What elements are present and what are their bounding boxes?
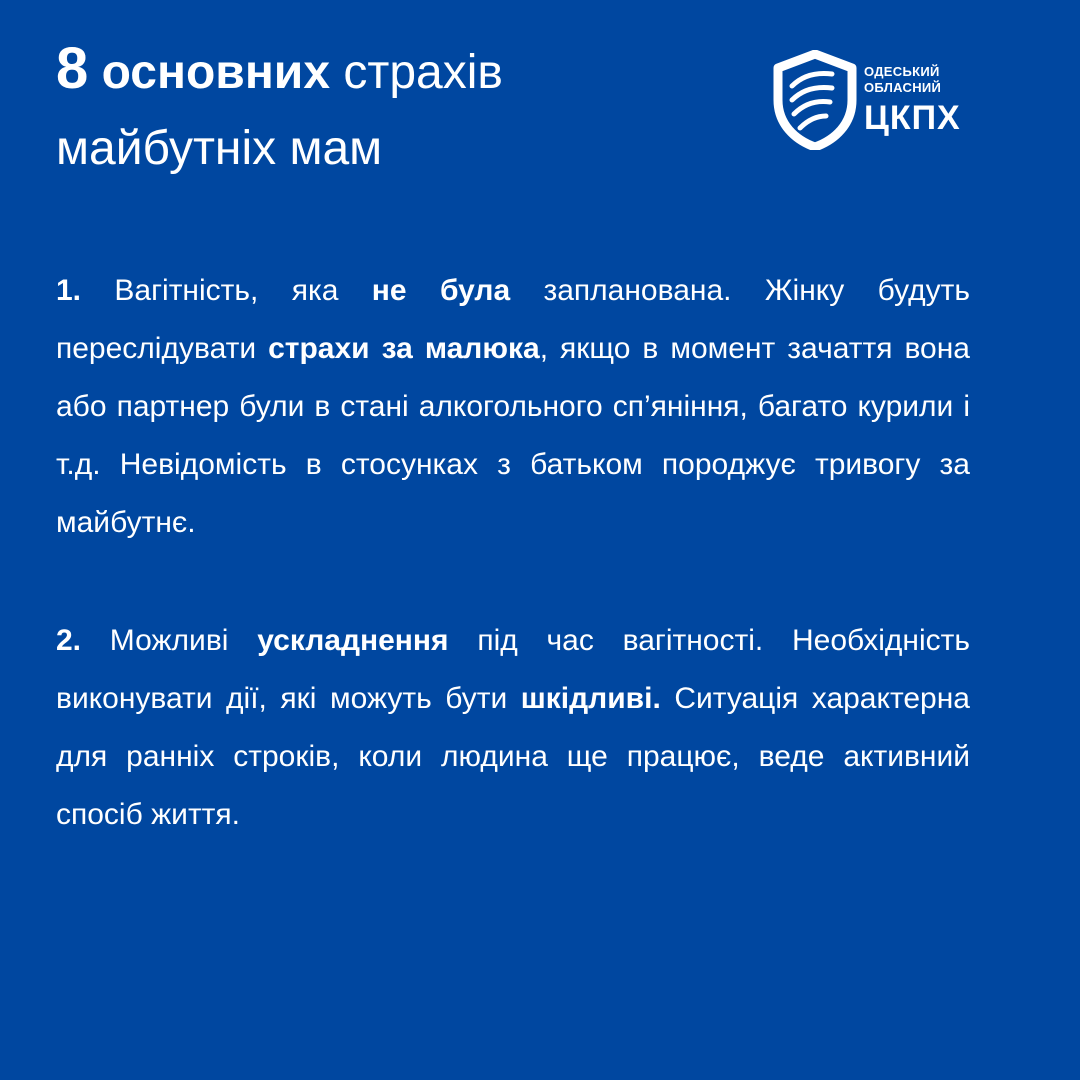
- logo-abbreviation: ЦКПХ: [864, 99, 961, 137]
- item-emphasis: страхи за малюка: [268, 332, 540, 365]
- item-text: Можливі: [81, 624, 258, 657]
- title-rest: страхів: [343, 46, 503, 99]
- item-text: Ситуація характерна для ранніх строків, коли людина ще працює, веде активний спосіб життя.: [56, 682, 970, 831]
- title-bold-word: основних: [101, 46, 331, 99]
- item-emphasis: не була: [371, 274, 511, 307]
- item-text: , якщо в момент зачаття вона або партнер були в стані алкогольного сп’яніння, багато курили і т.д. Невідомість в стосунках з батьком породжує тривогу за майбутнє.: [56, 332, 970, 539]
- logo-line-1: ОДЕСЬКИЙ: [864, 64, 940, 79]
- item-text: запланована. Жінку будуть переслідувати: [56, 274, 970, 365]
- logo-text: [864, 64, 961, 138]
- item-number: 1.: [56, 274, 82, 307]
- title-number: 8: [56, 36, 89, 101]
- fear-item-1: [56, 262, 970, 552]
- page-title: [56, 36, 696, 182]
- item-emphasis: ускладнення: [257, 624, 449, 657]
- logo: [772, 50, 1032, 150]
- title-line-2: майбутніх мам: [56, 122, 383, 175]
- fear-item-2: [56, 612, 970, 844]
- title-line-1: [56, 36, 696, 106]
- content: [56, 262, 970, 904]
- item-text: під час вагітності. Необхідність виконувати дії, які можуть бути: [56, 624, 971, 715]
- item-emphasis: шкідливі.: [520, 682, 661, 715]
- item-text: Вагітність, яка: [81, 274, 372, 307]
- item-number: 2.: [56, 624, 82, 657]
- logo-line-2: ОБЛАСНИЙ: [864, 80, 942, 95]
- shield-wings-icon: [772, 50, 858, 150]
